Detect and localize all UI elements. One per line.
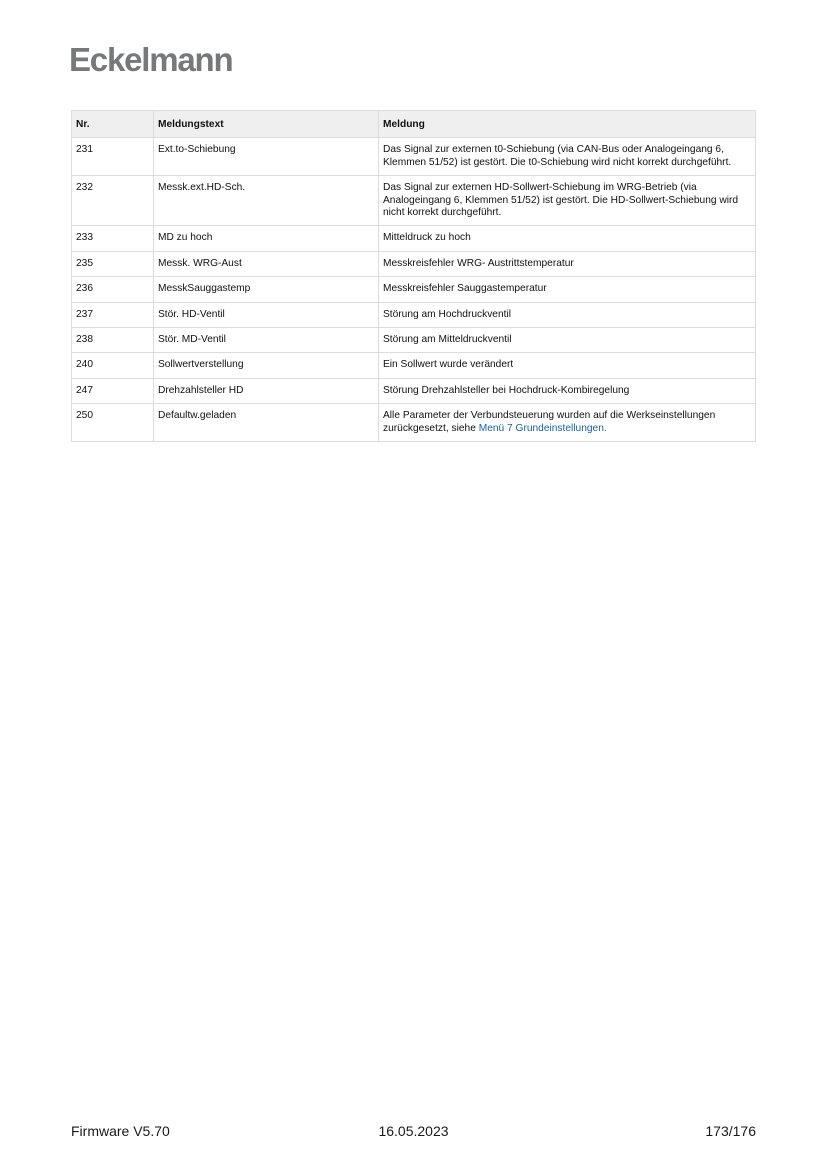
cell-meldungstext: Sollwertverstellung: [154, 353, 379, 378]
cell-nr: 250: [72, 404, 154, 442]
cell-meldungstext: MesskSauggastemp: [154, 277, 379, 302]
cell-meldung: Störung am Mitteldruckventil: [379, 328, 756, 353]
table-row: [72, 353, 756, 378]
cell-nr: 231: [72, 138, 154, 176]
cell-nr: 232: [72, 176, 154, 226]
table-row: [72, 138, 756, 176]
cell-meldung: Messkreisfehler Sauggastemperatur: [379, 277, 756, 302]
cell-nr: 233: [72, 226, 154, 251]
cell-meldungstext: Stör. MD-Ventil: [154, 328, 379, 353]
cell-nr: 236: [72, 277, 154, 302]
cell-meldung-text: Alle Parameter der Verbundsteuerung wurden auf die Werkseinstellungen zurückgesetzt, siehe: [383, 410, 716, 434]
cell-meldungstext: Stör. HD-Ventil: [154, 302, 379, 327]
cell-meldung: [379, 404, 756, 442]
table-row: [72, 302, 756, 327]
footer-page-number: 173/176: [705, 1123, 756, 1139]
column-header-meldung: Meldung: [379, 111, 756, 138]
cell-meldung: Das Signal zur externen HD-Sollwert-Schiebung im WRG-Betrieb (via Analogeingang 6, Klemmen 51/52) ist gestört. Die HD-Sollwert-Schiebung wird nicht korrekt durchgeführt.: [379, 176, 756, 226]
table-row: [72, 404, 756, 442]
cell-nr: 237: [72, 302, 154, 327]
table-header-row: [72, 111, 756, 138]
cell-nr: 247: [72, 378, 154, 403]
cell-meldungstext: MD zu hoch: [154, 226, 379, 251]
cell-meldungstext: Drehzahlsteller HD: [154, 378, 379, 403]
cell-meldungstext: Defaultw.geladen: [154, 404, 379, 442]
table-row: [72, 378, 756, 403]
table-row: [72, 277, 756, 302]
cell-meldungstext: Ext.to-Schiebung: [154, 138, 379, 176]
cell-nr: 240: [72, 353, 154, 378]
cell-meldung: Störung Drehzahlsteller bei Hochdruck-Kombiregelung: [379, 378, 756, 403]
cell-meldung: Ein Sollwert wurde verändert: [379, 353, 756, 378]
column-header-nr: Nr.: [72, 111, 154, 138]
cell-nr: 238: [72, 328, 154, 353]
cell-nr: 235: [72, 251, 154, 276]
table-row: [72, 176, 756, 226]
footer-firmware: Firmware V5.70: [71, 1123, 170, 1139]
cell-meldung: Störung am Hochdruckventil: [379, 302, 756, 327]
table-row: [72, 226, 756, 251]
cell-meldung: Mitteldruck zu hoch: [379, 226, 756, 251]
column-header-meldungstext: Meldungstext: [154, 111, 379, 138]
cell-meldungstext: Messk.ext.HD-Sch.: [154, 176, 379, 226]
eckelmann-logo: Eckelmann: [69, 41, 233, 78]
cell-meldung: Messkreisfehler WRG- Austrittstemperatur: [379, 251, 756, 276]
cell-meldungstext: Messk. WRG-Aust: [154, 251, 379, 276]
cell-meldung: Das Signal zur externen t0-Schiebung (via CAN-Bus oder Analogeingang 6, Klemmen 51/52) ist gestört. Die t0-Schiebung wird nicht korrekt durchgeführt.: [379, 138, 756, 176]
footer-date: 16.05.2023: [378, 1123, 449, 1139]
table-row: [72, 251, 756, 276]
table-row: [72, 328, 756, 353]
message-table: [71, 110, 756, 442]
menu-7-grundeinstellungen-link[interactable]: Menü 7 Grundeinstellungen.: [478, 422, 607, 434]
